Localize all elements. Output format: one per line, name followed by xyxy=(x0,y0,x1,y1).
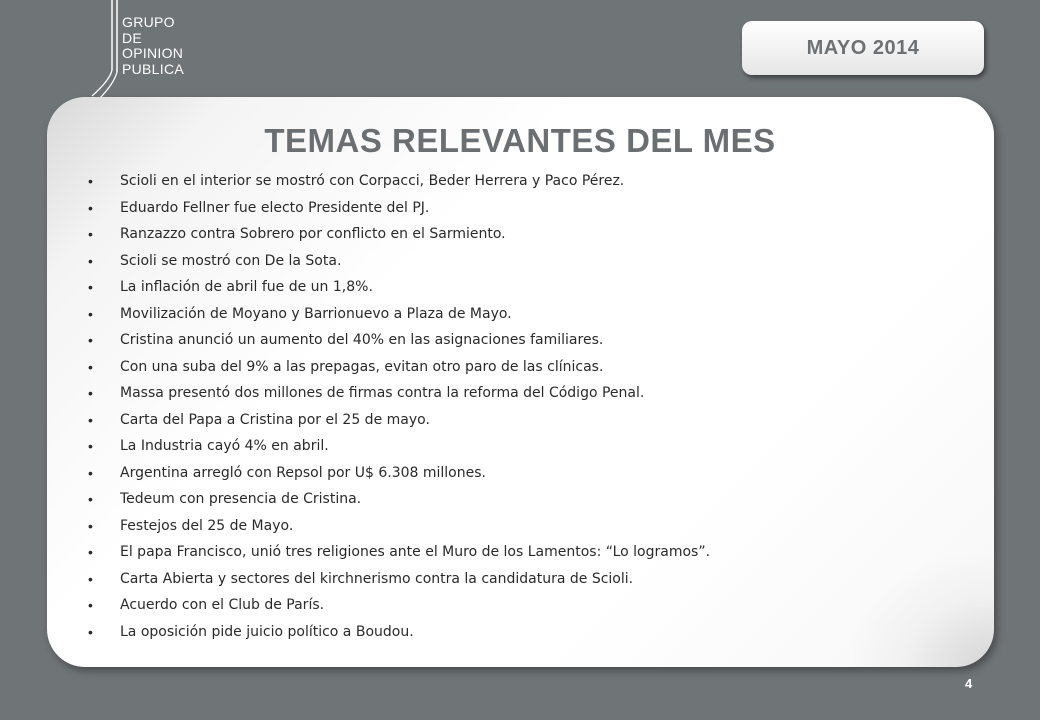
list-item: • Con una suba del 9% a las prepagas, evitan otro paro de las clínicas. xyxy=(88,354,968,381)
list-item: • Eduardo Fellner fue electo Presidente del PJ. xyxy=(88,195,968,222)
slide-title: TEMAS RELEVANTES DEL MES xyxy=(264,122,776,159)
logo-line: OPINION xyxy=(122,45,184,61)
list-item: • Carta Abierta y sectores del kirchnerismo contra la candidatura de Scioli. xyxy=(88,566,968,593)
list-item: • Movilización de Moyano y Barrionuevo a Plaza de Mayo. xyxy=(88,301,968,328)
logo-wordmark xyxy=(122,15,184,77)
list-item: • La oposición pide juicio político a Boudou. xyxy=(88,619,968,646)
logo-line: GRUPO xyxy=(122,14,175,30)
list-item: • Festejos del 25 de Mayo. xyxy=(88,513,968,540)
list-item: • Acuerdo con el Club de París. xyxy=(88,592,968,619)
list-item: • Carta del Papa a Cristina por el 25 de mayo. xyxy=(88,407,968,434)
list-item: • Ranzazzo contra Sobrero por conflicto en el Sarmiento. xyxy=(88,221,968,248)
list-item: • Tedeum con presencia de Cristina. xyxy=(88,486,968,513)
list-item: • Massa presentó dos millones de firmas contra la reforma del Código Penal. xyxy=(88,380,968,407)
list-item: • Scioli se mostró con De la Sota. xyxy=(88,248,968,275)
date-badge: MAYO 2014 xyxy=(742,21,984,75)
logo-line: DE xyxy=(122,29,143,46)
list-item: • La inflación de abril fue de un 1,8%. xyxy=(88,274,968,301)
list-item: • Argentina arregló con Repsol por U$ 6.308 millones. xyxy=(88,460,968,487)
page-number: 4 xyxy=(965,676,973,691)
logo-line: PUBLICA xyxy=(122,60,185,77)
list-item: • La Industria cayó 4% en abril. xyxy=(88,433,968,460)
list-item: • Cristina anunció un aumento del 40% en las asignaciones familiares. xyxy=(88,327,968,354)
topics-list xyxy=(88,168,968,645)
list-item: • Scioli en el interior se mostró con Corpacci, Beder Herrera y Paco Pérez. xyxy=(88,168,968,195)
logo xyxy=(84,0,224,100)
list-item: • El papa Francisco, unió tres religiones ante el Muro de los Lamentos: “Lo logramos”. xyxy=(88,539,968,566)
